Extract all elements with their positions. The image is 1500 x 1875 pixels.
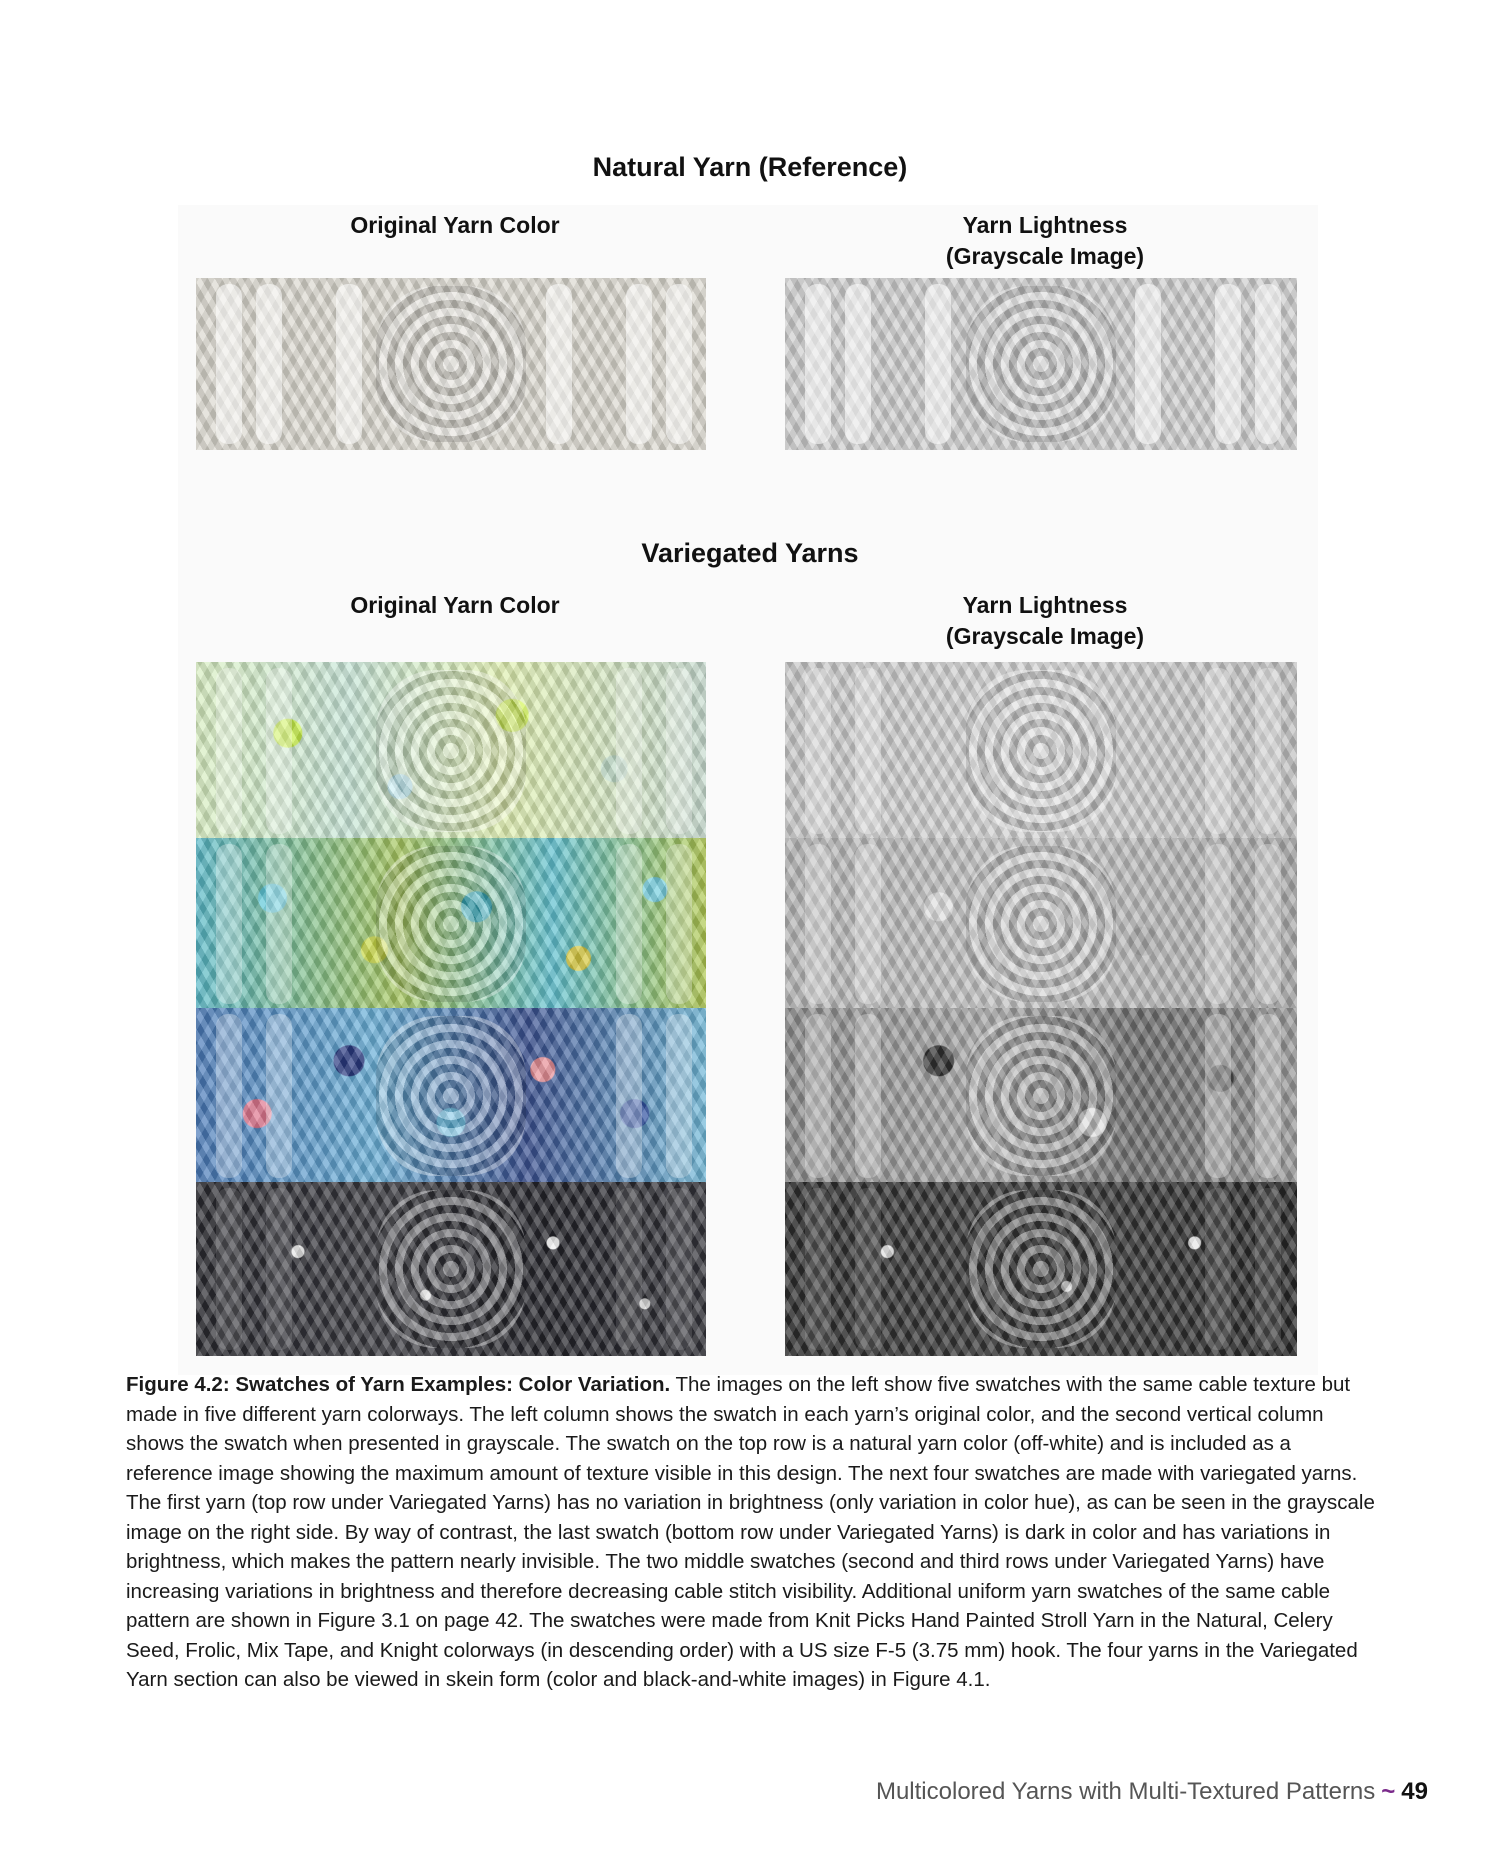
swatch-knight [196, 1182, 706, 1356]
page-footer [876, 1778, 1428, 1806]
footer-separator: ~ [1381, 1778, 1396, 1805]
swatch-celery-seed [196, 662, 706, 840]
grayscale-celery-seed [785, 662, 1297, 840]
figure-caption [126, 1370, 1376, 1695]
figure-caption-lead: Figure 4.2: Swatches of Yarn Examples: Color Variation. [126, 1373, 671, 1396]
figure-caption-body: The images on the left show five swatches with the same cable texture but made in five different yarn colorways. The left column shows the swatch in each yarn’s original color, and the second vertical column shows the swatch when presented in grayscale. The swatch on the top row is a natural yarn color (off-white) and is included as a reference image showing the maximum amount of texture visible in this design. The next four swatches are made with variegated yarns. The first yarn (top row under Variegated Yarns) has no variation in brightness (only variation in color hue), as can be seen in the grayscale image on the right side. By way of contrast, the last swatch (bottom row under Variegated Yarns) is dark in color and has variations in brightness, which makes the pattern nearly invisible. The two middle swatches (second and third rows under Variegated Yarns) have increasing variations in brightness and therefore decreasing cable stitch visibility. Additional uniform yarn swatches of the same cable pattern are shown in Figure 3.1 on page 42. The swatches were made from Knit Picks Hand Painted Stroll Yarn in the Natural, Celery Seed, Frolic, Mix Tape, and Knight colorways (in descending order) with a US size F-5 (3.75 mm) hook. The four yarns in the Variegated Yarn section can also be viewed in skein form (color and black-and-white images) in Figure 4.1. [126, 1373, 1375, 1691]
variegated-section-title: Variegated Yarns [641, 538, 859, 568]
variegated-color-swatches [196, 662, 706, 1356]
variegated-right-label-line2: (Grayscale Image) [945, 623, 1145, 649]
swatch-frolic [196, 838, 706, 1010]
natural-section-title: Natural Yarn (Reference) [592, 152, 908, 182]
variegated-grayscale-swatches [785, 662, 1297, 1356]
grayscale-mix-tape [785, 1008, 1297, 1184]
natural-right-label [900, 210, 1190, 272]
swatch-mix-tape [196, 1008, 706, 1184]
variegated-right-label-line1: Yarn Lightness [962, 592, 1128, 618]
natural-left-label: Original Yarn Color [350, 212, 560, 238]
natural-right-label-line1: Yarn Lightness [962, 212, 1128, 238]
variegated-left-label: Original Yarn Color [350, 592, 560, 618]
page-number: 49 [1401, 1778, 1428, 1805]
natural-color-swatch [196, 278, 706, 450]
natural-right-label-line2: (Grayscale Image) [945, 243, 1145, 269]
grayscale-knight [785, 1182, 1297, 1356]
grayscale-frolic [785, 838, 1297, 1010]
variegated-right-label [900, 590, 1190, 652]
natural-grayscale-swatch [785, 278, 1297, 450]
running-title: Multicolored Yarns with Multi-Textured Patterns [875, 1778, 1376, 1805]
